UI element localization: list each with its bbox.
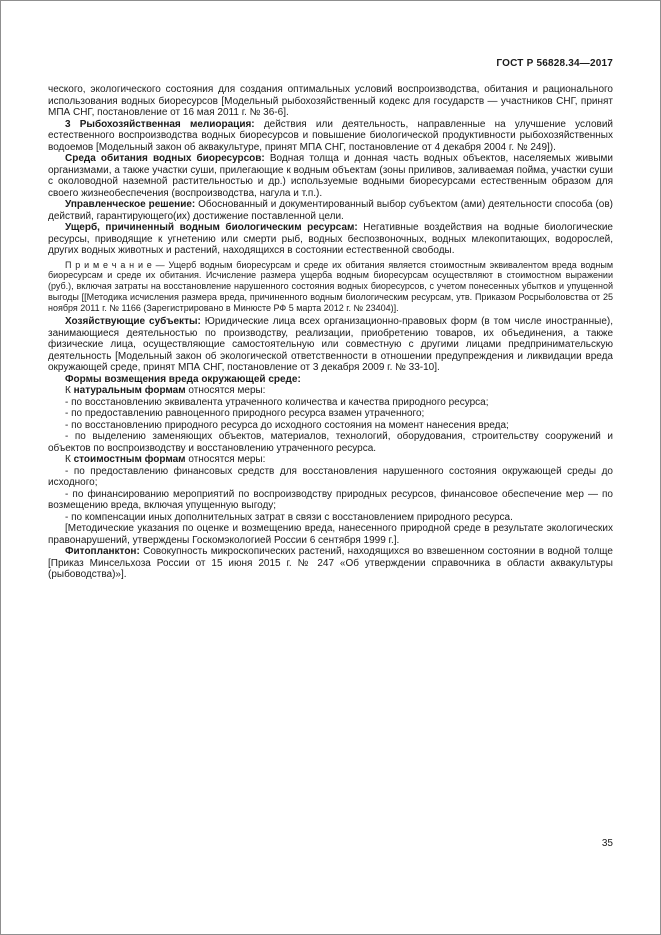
- lead-post: относятся меры:: [185, 385, 266, 397]
- lead-term: натуральным формам: [73, 385, 186, 397]
- natural-forms-lead: [48, 385, 613, 397]
- term-damage-bioresources: [48, 222, 613, 257]
- page-number: 35: [601, 838, 613, 849]
- lead-pre: К: [65, 454, 74, 466]
- standard-number: ГОСТ Р 56828.34—2017: [496, 58, 613, 69]
- lead-term: стоимостным формам: [73, 454, 186, 466]
- list-item: - по компенсации иных дополнительных затрат в связи с восстановлением природного ресурса.: [65, 511, 513, 523]
- term-label: Хозяйствующие субъекты:: [65, 316, 201, 328]
- term-business-entities: [48, 316, 613, 374]
- lead-post: относятся меры:: [185, 454, 266, 466]
- term-label: 3 Рыбохозяйственная мелиорация:: [65, 118, 255, 130]
- term-definition: Негативные воздействия на водные биологические ресурсы, приводящие к угнетению или смерти рыб, водных беспозвоночных, водных млекопитающих, водорослей, других водных животных и растений, находящихся в состоянии естественной свободы.: [48, 222, 613, 256]
- forms-heading: Формы возмещения вреда окружающей среде:: [65, 373, 301, 385]
- document-body: [48, 84, 613, 581]
- term-definition: Водная толща и донная часть водных объектов, населяемых живыми организмами, а также участки суши, прилегающие к водным объектам (зоны приливов, заливаемая пойма, участки суши с околоводной наземной растительностью и др.) используемые водными биоресурсами естественным образом для своего жизнеобеспечения (воспроизводства, нагула и т.п.).: [48, 153, 613, 199]
- paragraph-continuation: ческого, экологического состояния для создания оптимальных условий воспроизводства, обитания и рационального использования водных биоресурсов [Модельный рыбохозяйственный кодекс для государств — участников СНГ, принят МПА СНГ, постановление от 16 мая 2011 г. № 36-6].: [48, 84, 613, 118]
- term-management-decision: [48, 199, 613, 222]
- list-item: - по предоставлению равноценного природного ресурса взамен утраченного;: [65, 408, 425, 420]
- list-item: - по восстановлению эквивалента утраченного количества и качества природного ресурса;: [65, 396, 489, 408]
- term-label: Фитопланктон:: [65, 546, 140, 558]
- term-definition: действия или деятельность, направленные на улучшение условий естественного воспроизводства водных биоресурсов и повышение биологической продуктивности рыбохозяйственных водоемов [Модельный закон об аквакультуре, принят МПА СНГ, постановление от 4 декабря 2004 г. № 249]).: [48, 118, 613, 153]
- term-label: Ущерб, причиненный водным биологическим ресурсам:: [65, 222, 358, 233]
- term-habitat: [48, 153, 613, 199]
- list-item: - по восстановлению природного ресурса до исходного состояния на момент нанесения вреда;: [65, 419, 509, 431]
- page-header: [48, 58, 613, 69]
- term-definition: Юридические лица всех организационно-правовых форм (в том числе иностранные), занимающиеся деятельностью по производству, реализации, приобретению товаров, их объединения, а также физические лица, осуществляющие самостоятельную или совместную с другими лицами предпринимательскую деятельность [Модельный закон об экологической ответственности в отношении предупреждения и ликвидации вреда окружающей среде, принят МПА СНГ, постановление от 3 декабря 2009 г. № 33-10].: [48, 316, 613, 374]
- methodical-reference: [Методические указания по оценке и возмещению вреда, нанесенного природной среде в результате экологических правонарушений, утверждены Госкомэкологией России 6 сентября 1999 г.].: [48, 523, 613, 546]
- term-definition: Обоснованный и документированный выбор субъектом (ами) деятельности способа (ов) действий, гарантирующего(их) достижение поставленной цели.: [48, 199, 613, 222]
- term-label: Среда обитания водных биоресурсов:: [65, 153, 265, 164]
- term-definition: Совокупность микроскопических растений, находящихся во взвешенном состоянии в водной толще [Приказ Минсельхоза России от 15 июня 2015 г. № 247 «Об утверждении справочника в области аквакультуры (рыбоводства)»].: [48, 546, 613, 581]
- page-footer: [48, 838, 613, 849]
- lead-pre: К: [65, 385, 74, 397]
- cost-forms-lead: [48, 454, 613, 466]
- note-paragraph: П р и м е ч а н и е — Ущерб водным биоресурсам и среде их обитания является стоимостным эквивалентом вреда водным биоресурсам и среде их обитания. Исчисление размера ущерба водным биоресурсам осуществляют в стоимостном выражении (руб.), включая затраты на восстановление нарушенного состояния водных биоресурсов, с учетом понесенных убытков и упущенной выгоды [[Методика исчисления размера вреда, причиненного водным биологическим ресурсам, утв. Приказом Росрыболовства от 25 ноября 2011 г. № 1166 (Зарегистрировано в Минюсте РФ 5 марта 2012 г. № 23404)].: [48, 259, 613, 313]
- term-phytoplankton: [48, 546, 613, 581]
- list-item: - по выделению заменяющих объектов, материалов, технологий, оборудования, строительству сооружений и объектов по воспроизводству и восстановлению утраченного ресурса.: [48, 431, 613, 454]
- list-item: - по предоставлению финансовых средств для восстановления нарушенного состояния окружающей среды до исходного;: [48, 465, 613, 489]
- term-label: Управленческое решение:: [65, 199, 196, 210]
- term-fishery-melioration: [48, 119, 613, 154]
- list-item: - по финансированию мероприятий по воспроизводству природных ресурсов, финансовое обеспечение мер — по возмещению вреда, включая упущенную выгоду;: [48, 488, 613, 512]
